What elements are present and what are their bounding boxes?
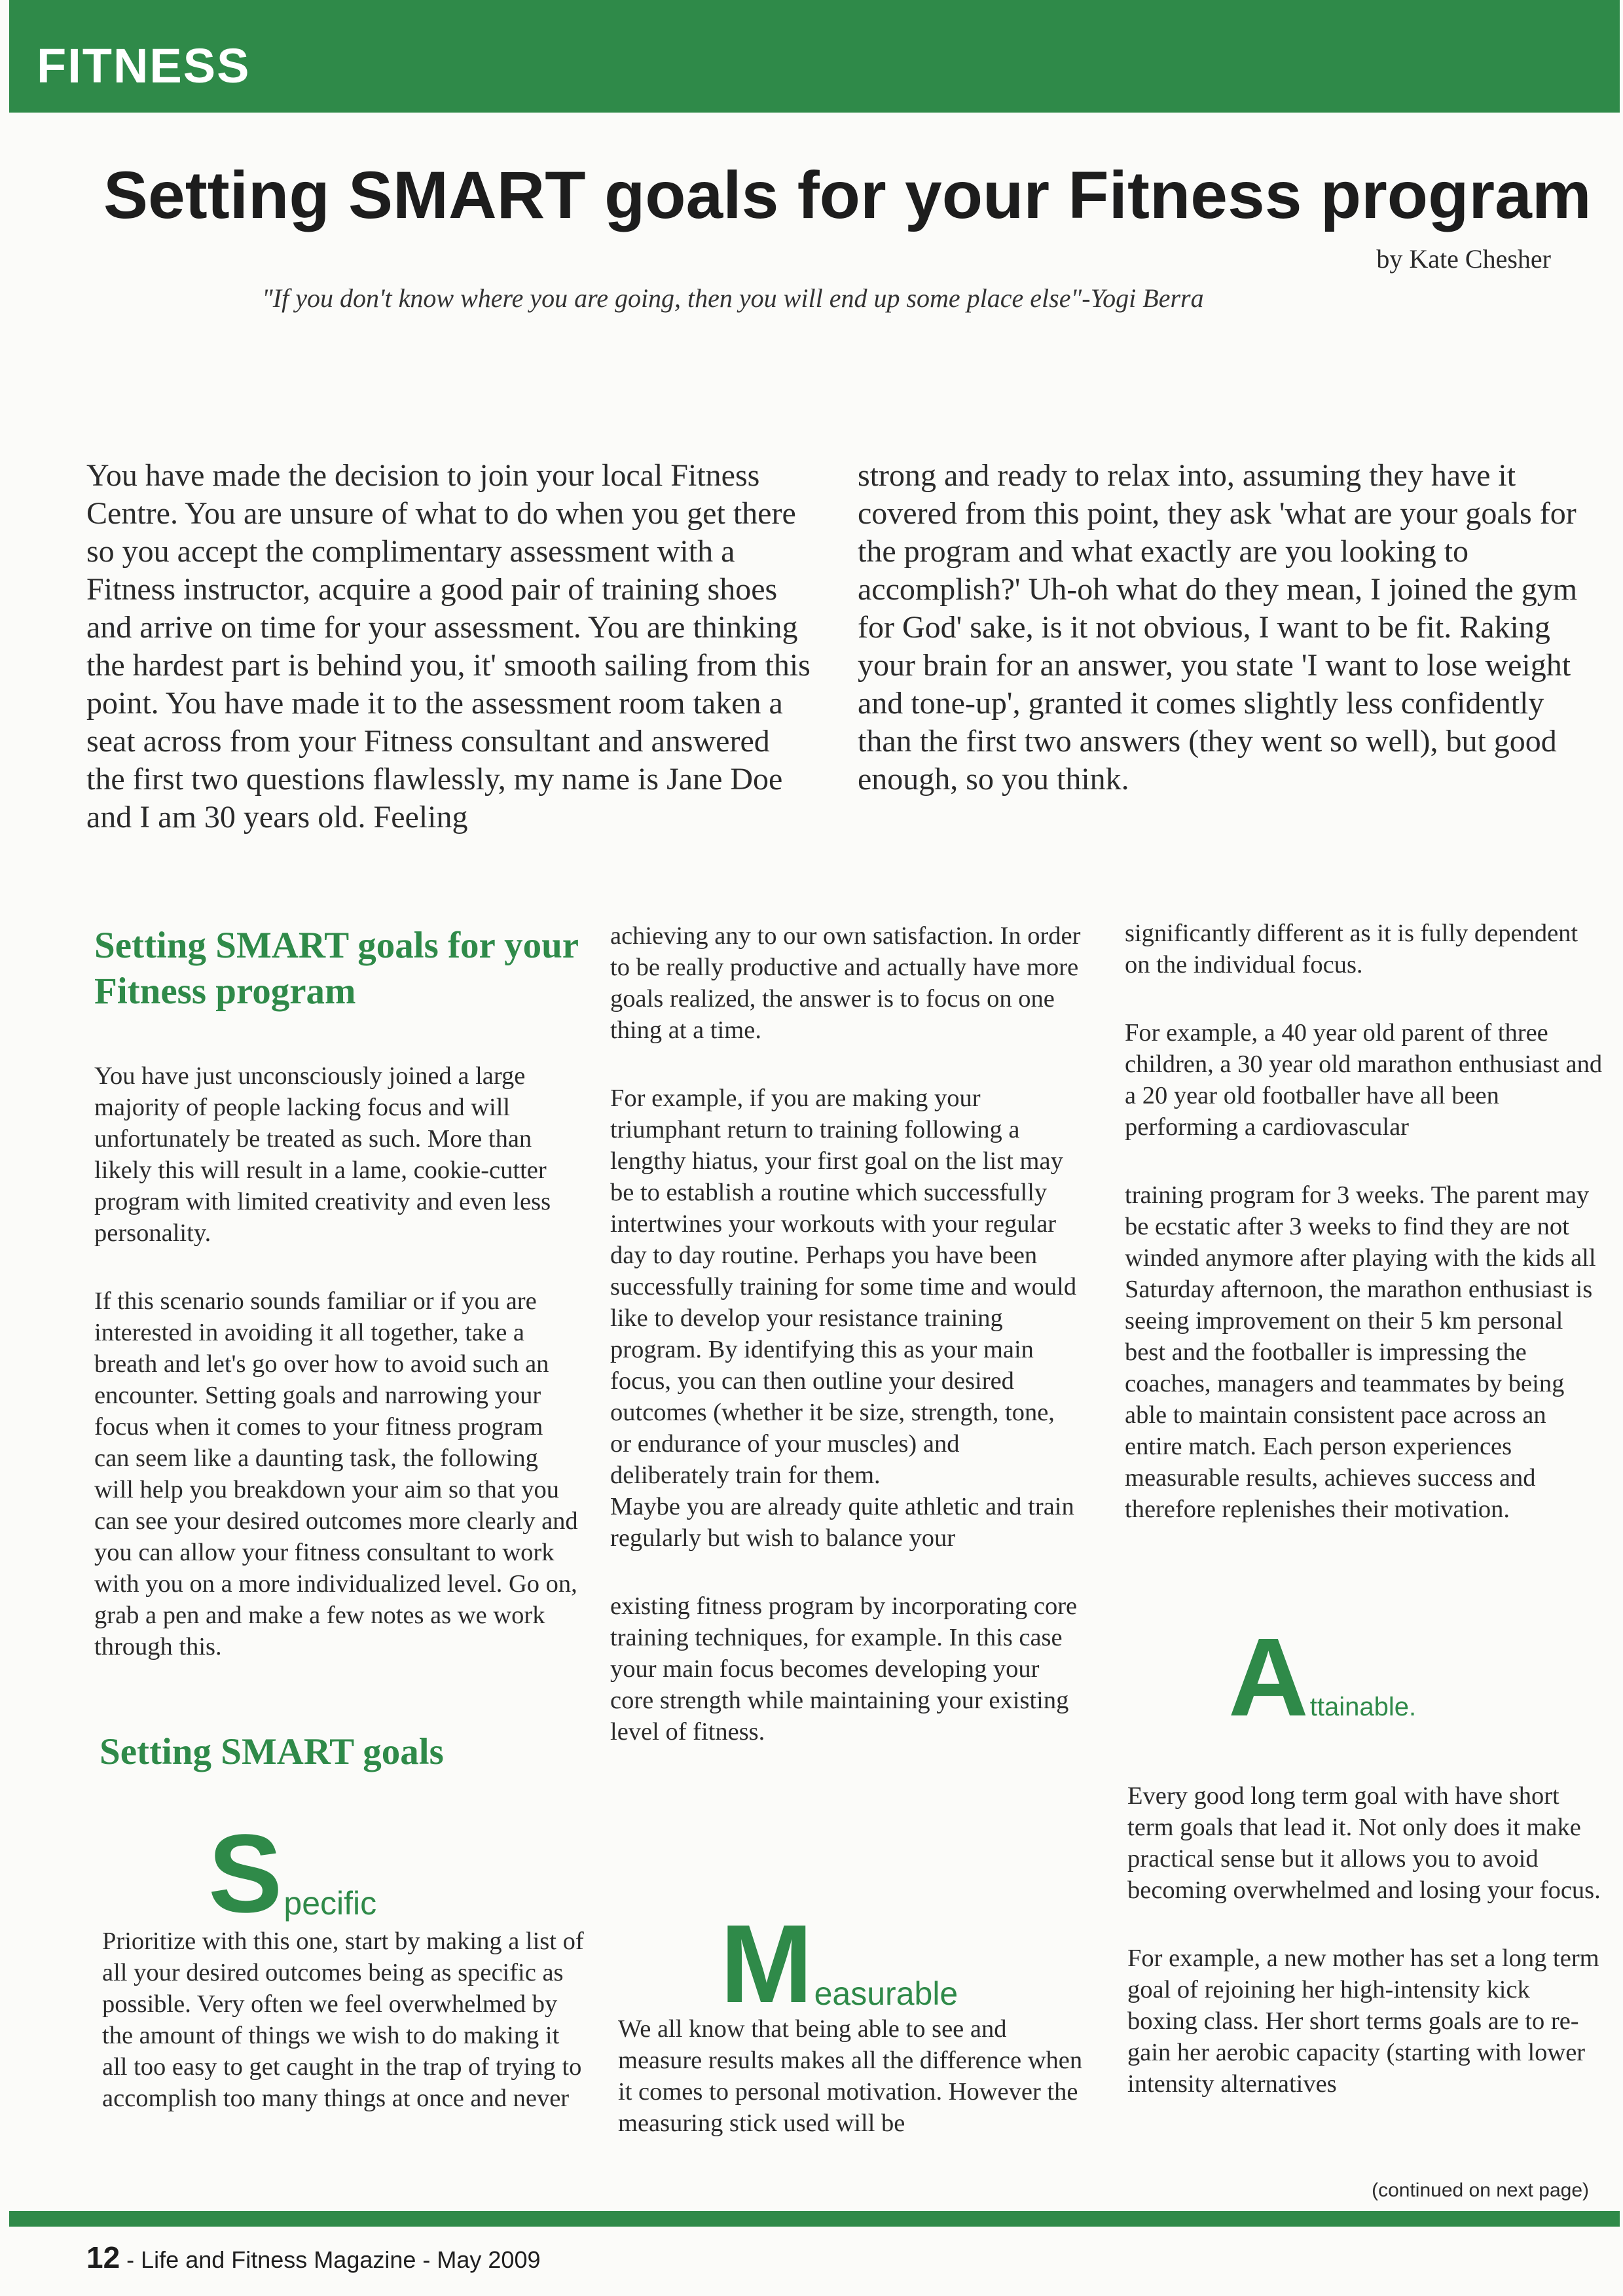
measurable-heading <box>720 1902 958 2026</box>
footer-rule <box>9 2211 1620 2227</box>
continued-note: (continued on next page) <box>1372 2179 1589 2201</box>
dropcap-rest: easurable <box>814 1975 958 2012</box>
epigraph-quote: "If you don't know where you are going, then you will end up some place else"-Yogi Berra <box>262 283 1204 313</box>
paragraph: For example, a 40 year old parent of three children, a 30 year old marathon enthusiast and a 20 year old footballer have all been performing a cardiovascular <box>1125 1019 1603 1141</box>
paragraph: achieving any to our own satisfaction. In order to be really productive and actually have more goals realized, the answer is to focus on one thing at a time. <box>610 922 1081 1044</box>
attainable-heading <box>1228 1615 1417 1740</box>
page-number: 12 <box>86 2240 120 2274</box>
dropcap-rest: ttainable. <box>1309 1693 1417 1721</box>
section-label: FITNESS <box>37 39 251 93</box>
paragraph: For example, a new mother has set a long term goal of rejoining her high-intensity kick boxing class. Her short terms goals are to re-gain her aerobic capacity (starting with lower intensity alternatives <box>1127 1945 1599 2098</box>
publication-info: - Life and Fitness Magazine - May 2009 <box>120 2246 541 2273</box>
specific-text <box>102 1926 587 2151</box>
attainable-text <box>1127 1780 1605 2136</box>
section-banner <box>9 0 1620 113</box>
dropcap-rest: pecific <box>283 1885 377 1922</box>
paragraph: Maybe you are already quite athletic and train regularly but wish to balance your <box>610 1493 1074 1552</box>
paragraph: If this scenario sounds familiar or if you are interested in avoiding it all together, take a breath and let's go over how to avoid such an encounter. Setting goals and narrowing your focus when it comes to your fitness program can seem like a daunting task, the following will help you breakdown your aim so that you can see your desired outcomes more clearly and you can allow your fitness consultant to work with you on a more individualized level. Go on, grab a pen and make a few notes as we work through this. <box>94 1287 578 1660</box>
section-heading: Setting SMART goals for your Fitness program <box>94 925 579 1012</box>
dropcap-m: M <box>720 1902 813 2026</box>
intro-left-column: You have made the decision to join your local Fitness Centre. You are unsure of what to do when you get there so you accept the complimentary assessment with a Fitness instructor, acquire a good pair of training shoes and arrive on time for your assessment. You are thinking the hardest part is behind you, it' smooth sailing from this point. You have made it to the assessment room taken a seat across from your Fitness consultant and answered the first two questions flawlessly, my name is Jane Doe and I am 30 years old. Feeling <box>86 458 811 834</box>
column-1 <box>94 923 579 1699</box>
paragraph: Every good long term goal with have short term goals that lead it. Not only does it make practical sense but it allows you to avoid becoming overwhelmed and losing your focus. <box>1127 1782 1601 1904</box>
page-footer <box>86 2240 541 2275</box>
article-title: Setting SMART goals for your Fitness program <box>103 158 1592 232</box>
paragraph: Prioritize with this one, start by making a list of all your desired outcomes being as specific as possible. Very often we feel overwhelmed by the amount of things we wish to do making it all too easy to get caught in the trap of trying to accomplish too many things at once and never <box>102 1928 584 2112</box>
paragraph: training program for 3 weeks. The parent may be ecstatic after 3 weeks to find they are not winded anymore after playing with the kids all Saturday afternoon, the marathon enthusiast is seeing improvement on their 5 km personal best and the footballer is impressing the coaches, managers and teammates by being able to maintain consistent pace across an entire match. Each person experiences measurable results, achieves success and therefore replenishes their motivation. <box>1125 1181 1596 1523</box>
paragraph: You have just unconsciously joined a large majority of people lacking focus and will unfortunately be treated as such. More than likely this will result in a lame, cookie-cutter program with limited creativity and even less personality. <box>94 1062 551 1247</box>
paragraph: We all know that being able to see and measure results makes all the difference when it comes to personal motivation. However the measuring stick used will be <box>618 2015 1083 2137</box>
subheading-smart-goals: Setting SMART goals <box>100 1731 444 1772</box>
byline: by Kate Chesher <box>1376 244 1551 274</box>
paragraph: For example, if you are making your triumphant return to training following a lengthy hiatus, your first goal on the list may be to establish a routine which successfully intertwines your workouts with your regular day to day routine. Perhaps you have been successfully training for some time and would like to develop your resistance training program. By identifying this as your main focus, you can then outline your desired outcomes (whether it be size, strength, tone, or endurance of your muscles) and deliberately train for them. <box>610 1085 1077 1489</box>
paragraph: existing fitness program by incorporating core training techniques, for example. In this case your main focus becomes developing your core strength while maintaining your existing level of fitness. <box>610 1592 1078 1746</box>
column-2 <box>610 920 1082 1784</box>
dropcap-s: S <box>208 1812 283 1936</box>
paragraph: significantly different as it is fully dependent on the individual focus. <box>1125 920 1578 978</box>
specific-heading <box>208 1812 377 1936</box>
column-3 <box>1125 918 1603 1562</box>
dropcap-a: A <box>1228 1615 1309 1740</box>
intro-right-column: strong and ready to relax into, assuming they have it covered from this point, they ask 'what are your goals for the program and what exactly are you looking to accomplish?' Uh-oh what do they mean, I joined the gym for God' sake, is it not obvious, I want to be fit. Raking your brain for an answer, you state 'I want to lose weight and tone-up', granted it comes slightly less confidently than the first two answers (they went so well), but good enough, so you think. <box>858 458 1578 797</box>
measurable-text <box>618 2013 1089 2176</box>
